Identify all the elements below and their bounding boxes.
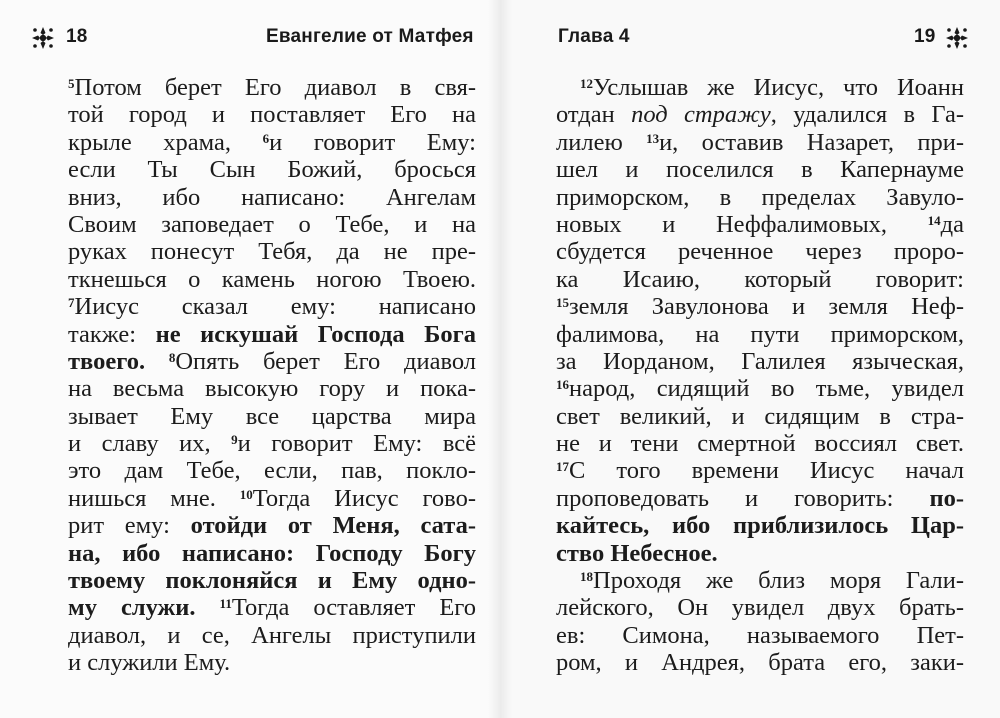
text-line bbox=[68, 101, 476, 128]
page-number: 19 bbox=[914, 26, 936, 47]
text-line bbox=[556, 321, 964, 348]
text-run: ром, и Андрея, брата его, заки- bbox=[556, 649, 964, 677]
verse-number: 15 bbox=[556, 295, 569, 311]
text-run: Опять берет Его диавол bbox=[175, 347, 476, 375]
bold-quote: по- bbox=[929, 484, 964, 512]
bold-quote: отойди от Меня, сата- bbox=[190, 512, 476, 540]
book-gutter bbox=[488, 0, 512, 718]
text-run: новых и Неффалимовых, bbox=[556, 210, 928, 238]
verse-number: 14 bbox=[927, 212, 941, 228]
text-run: и, оставив Назарет, при- bbox=[659, 128, 964, 156]
text-line bbox=[68, 211, 476, 238]
text-line bbox=[556, 184, 964, 211]
text-run: Тогда оставляет Его bbox=[231, 594, 476, 622]
text-line bbox=[556, 375, 964, 402]
page-number: 18 bbox=[66, 26, 88, 47]
bold-quote: твоего. bbox=[68, 347, 146, 375]
verse-number: 18 bbox=[580, 569, 593, 585]
text-line bbox=[556, 211, 964, 238]
text-run: Тогда Иисус гово- bbox=[252, 484, 476, 512]
verse-number: 6 bbox=[262, 130, 270, 146]
text-line bbox=[556, 156, 964, 183]
text-line bbox=[556, 512, 964, 539]
text-run: народ, сидящий во тьме, увидел bbox=[569, 375, 964, 403]
verse-number: 11 bbox=[219, 596, 232, 612]
text-run: за Иорданом, Галилея языческая, bbox=[556, 347, 964, 375]
text-run: С того времени Иисус начал bbox=[569, 457, 964, 485]
text-line bbox=[556, 430, 964, 457]
right-text-column bbox=[556, 74, 964, 677]
text-line bbox=[68, 567, 476, 594]
text-run: Потом берет Его диавол в свя- bbox=[74, 74, 476, 101]
left-text-column bbox=[68, 74, 476, 677]
verse-number: 16 bbox=[556, 377, 569, 393]
text-run: свет великий, и сидящим в стра- bbox=[556, 402, 964, 430]
text-run bbox=[145, 348, 169, 375]
text-line bbox=[556, 129, 964, 156]
text-line bbox=[556, 485, 964, 512]
text-line bbox=[556, 649, 964, 676]
text-run: отдан bbox=[556, 101, 632, 129]
text-line bbox=[556, 348, 964, 375]
text-line bbox=[68, 512, 476, 539]
text-run: шел и поселился в Капернауме bbox=[556, 156, 964, 184]
bold-quote: не искушай Господа Бога bbox=[155, 320, 476, 348]
text-run: Проходя же близ моря Гали- bbox=[593, 567, 964, 595]
verse-number: 10 bbox=[239, 486, 253, 502]
bold-quote: твоему поклоняйся и Ему одно- bbox=[68, 567, 476, 595]
text-run: той город и поставляет Его на bbox=[68, 101, 476, 129]
text-line bbox=[556, 74, 964, 101]
verse-number: 9 bbox=[231, 432, 238, 448]
text-line bbox=[556, 403, 964, 430]
text-line bbox=[68, 594, 476, 621]
text-line bbox=[68, 649, 476, 676]
text-line bbox=[556, 457, 964, 484]
text-run: ткнешься о камень ногою Твоею. bbox=[68, 265, 476, 293]
cross-ornament-icon bbox=[944, 25, 970, 51]
text-run: приморском, в пределах Завуло- bbox=[556, 183, 964, 211]
text-line bbox=[556, 266, 964, 293]
verse-number: 17 bbox=[556, 459, 569, 475]
text-run: нишься мне. bbox=[68, 484, 240, 512]
text-line bbox=[68, 156, 476, 183]
text-run: также: bbox=[68, 320, 156, 348]
text-line bbox=[68, 540, 476, 567]
text-run: и славу их, bbox=[68, 430, 232, 458]
text-run: Иисус сказал ему: написано bbox=[74, 293, 476, 321]
text-run: зывает Ему все царства мира bbox=[68, 402, 476, 430]
verse-number: 7 bbox=[68, 295, 75, 311]
text-run: не и тени смертной воссиял свет. bbox=[556, 430, 964, 458]
text-run: сбудется реченное через проро- bbox=[556, 238, 964, 266]
text-run: если Ты Сын Божий, бросься bbox=[68, 156, 476, 184]
text-line bbox=[68, 293, 476, 320]
text-run: и говорит Ему: bbox=[269, 128, 476, 156]
chapter-heading: Глава 4 bbox=[558, 26, 630, 47]
text-run: на весьма высокую гору и пока- bbox=[68, 375, 476, 403]
text-run: да bbox=[940, 210, 964, 238]
text-line bbox=[68, 430, 476, 457]
bold-quote: на, ибо написано: Господу Богу bbox=[68, 539, 476, 567]
verse-number: 13 bbox=[646, 130, 660, 146]
running-title: Евангелие от Матфея bbox=[266, 26, 474, 47]
text-line bbox=[68, 238, 476, 265]
text-line bbox=[68, 184, 476, 211]
text-line bbox=[556, 101, 964, 128]
text-line bbox=[68, 266, 476, 293]
text-line bbox=[556, 238, 964, 265]
text-run: руках понесут Тебя, да не пре- bbox=[68, 238, 476, 266]
text-run: и говорит Ему: всё bbox=[237, 430, 476, 458]
bold-quote: му служи. bbox=[68, 594, 196, 622]
verse-number: 12 bbox=[580, 76, 593, 91]
cross-ornament-icon bbox=[30, 25, 56, 51]
verse-number: 5 bbox=[68, 76, 75, 91]
text-line bbox=[68, 485, 476, 512]
bold-quote: ство Небесное. bbox=[556, 539, 718, 567]
text-line bbox=[556, 293, 964, 320]
text-line bbox=[68, 403, 476, 430]
text-run: земля Завулонова и земля Неф- bbox=[569, 293, 964, 321]
text-run: Услышав же Иисус, что Иоанн bbox=[593, 74, 964, 101]
text-run: лилею bbox=[556, 128, 647, 156]
text-run: лейского, Он увидел двух брать- bbox=[556, 594, 964, 622]
text-run: проповедовать и говорить: bbox=[556, 484, 930, 512]
text-run: и служили Ему. bbox=[68, 649, 231, 677]
text-run bbox=[196, 594, 220, 621]
text-line bbox=[68, 348, 476, 375]
text-run: рит ему: bbox=[68, 512, 191, 540]
text-run: ка Исаию, который говорит: bbox=[556, 265, 964, 293]
text-line bbox=[556, 622, 964, 649]
text-run: диавол, и се, Ангелы приступили bbox=[68, 621, 476, 649]
text-line bbox=[556, 540, 964, 567]
text-line bbox=[68, 457, 476, 484]
text-run: , удалился в Га- bbox=[770, 101, 965, 129]
text-run: крыле храма, bbox=[68, 128, 263, 156]
text-line bbox=[68, 129, 476, 156]
text-run: это дам Тебе, если, пав, покло- bbox=[68, 457, 476, 485]
bold-quote: кайтесь, ибо приблизилось Цар- bbox=[556, 512, 964, 540]
text-run: вниз, ибо написано: Ангелам bbox=[68, 183, 476, 211]
text-line bbox=[556, 594, 964, 621]
text-run: Своим заповедает о Тебе, и на bbox=[68, 210, 476, 238]
text-run: ев: Симона, называемого Пет- bbox=[556, 621, 964, 649]
text-run: фалимова, на пути приморском, bbox=[556, 320, 964, 348]
verse-number: 8 bbox=[168, 349, 176, 365]
text-line bbox=[68, 74, 476, 101]
italic-text: под стражу bbox=[631, 101, 771, 129]
text-line bbox=[68, 622, 476, 649]
text-line bbox=[556, 567, 964, 594]
text-line bbox=[68, 375, 476, 402]
text-line bbox=[68, 321, 476, 348]
